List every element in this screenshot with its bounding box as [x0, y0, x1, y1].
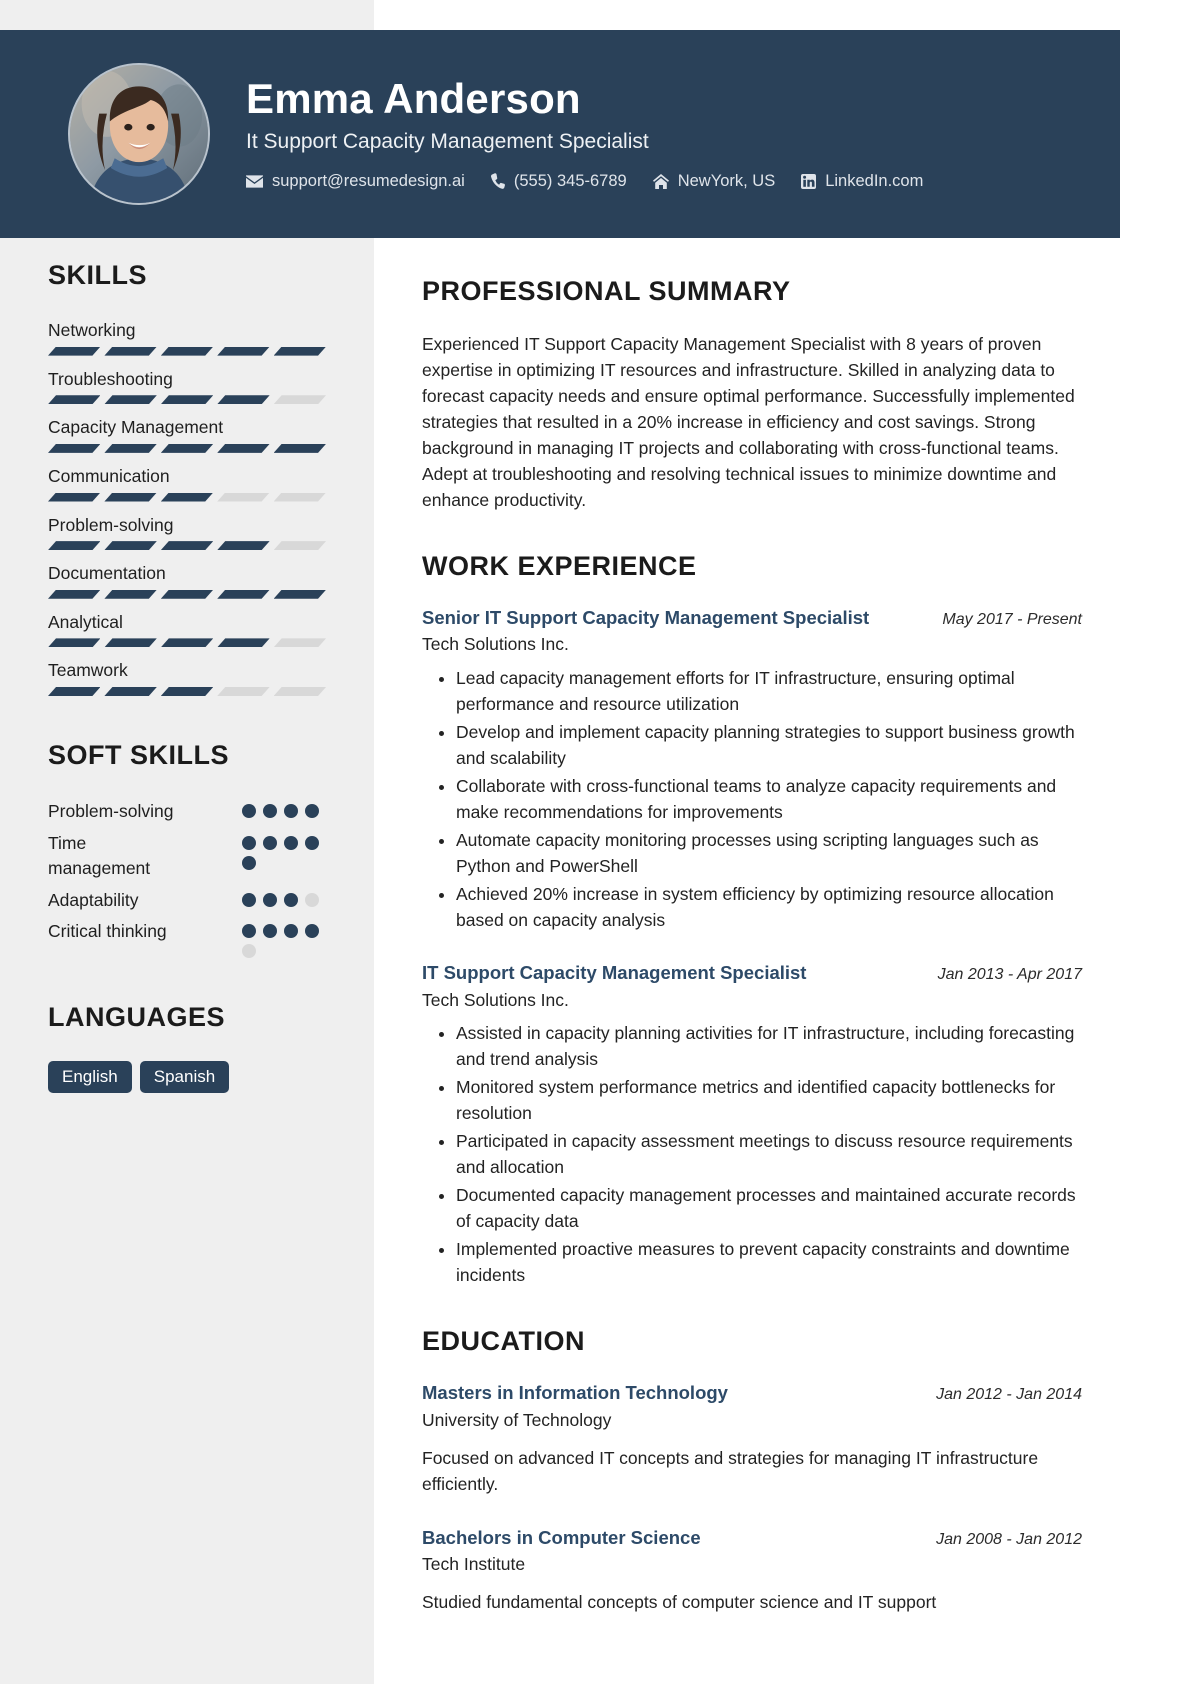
header-text-block	[246, 77, 923, 190]
skill-label: Troubleshooting	[48, 368, 173, 389]
skill-level-bar	[48, 444, 326, 453]
skill-row	[48, 319, 326, 356]
skill-level-bar	[48, 590, 326, 599]
candidate-name: Emma Anderson	[246, 75, 581, 123]
skill-bar-segment	[274, 638, 326, 647]
entry-organization: Tech Solutions Inc.	[422, 989, 569, 1010]
rating-dot	[242, 804, 256, 818]
skill-bar-segment	[48, 493, 100, 502]
skill-level-bar	[48, 687, 326, 696]
contact-email-text: support@resumedesign.ai	[272, 171, 465, 190]
skill-bar-segment	[161, 687, 213, 696]
soft-skill-rating	[242, 799, 326, 818]
skill-bar-segment	[217, 590, 269, 599]
skill-bar-segment	[104, 444, 156, 453]
education-list	[422, 1381, 1082, 1616]
contact-phone-text: (555) 345-6789	[513, 171, 627, 190]
contact-linkedin[interactable]	[801, 172, 923, 191]
experience-heading: WORK EXPERIENCE	[422, 551, 697, 582]
phone-icon	[491, 173, 505, 189]
rating-dot	[284, 893, 298, 907]
entry-organization: University of Technology	[422, 1409, 612, 1430]
rating-dot	[305, 893, 319, 907]
avatar	[68, 63, 210, 205]
soft-skill-rating	[242, 919, 326, 958]
entry-header	[422, 606, 1082, 630]
bullet-item: • Automate capacity monitoring processes using scripting languages such as Python and PowerShell	[456, 828, 1082, 879]
entry-header	[422, 1526, 1082, 1550]
skill-label: Capacity Management	[48, 417, 224, 438]
contact-location[interactable]	[653, 172, 776, 191]
summary-heading: PROFESSIONAL SUMMARY	[422, 276, 791, 306]
skill-bar-segment	[161, 541, 213, 550]
skills-list	[48, 319, 326, 696]
rating-dot	[242, 856, 256, 870]
entry-date: Jan 2013 - Apr 2017	[937, 966, 1082, 984]
rating-dot	[284, 836, 298, 850]
skill-level-bar	[48, 395, 326, 404]
resume-entry	[422, 961, 1082, 1288]
skill-bar-segment	[104, 347, 156, 356]
languages-list	[48, 1061, 326, 1093]
entry-title: Masters in Information Technology	[422, 1382, 728, 1404]
language-badge: English	[48, 1061, 132, 1093]
summary-section	[422, 278, 1082, 513]
soft-skill-label: Adaptability	[48, 889, 139, 910]
rating-dot	[305, 836, 319, 850]
rating-dot	[305, 924, 319, 938]
contact-list	[246, 172, 923, 191]
bullet-item: • Monitored system performance metrics and identified capacity bottlenecks for resolution	[456, 1075, 1082, 1126]
entry-title: Bachelors in Computer Science	[422, 1526, 701, 1548]
skill-bar-segment	[274, 395, 326, 404]
skill-label: Networking	[48, 320, 136, 340]
skill-bar-segment	[161, 347, 213, 356]
rating-dot	[284, 924, 298, 938]
bullet-item: • Participated in capacity assessment meetings to discuss resource requirements and allocation	[456, 1129, 1082, 1180]
experience-section	[422, 553, 1082, 1288]
languages-heading: LANGUAGES	[48, 1002, 226, 1033]
skill-bar-segment	[48, 395, 100, 404]
entry-description: Focused on advanced IT concepts and strategies for managing IT infrastructure efficiently.	[422, 1448, 1039, 1494]
skill-bar-segment	[217, 493, 269, 502]
skill-row	[48, 562, 326, 599]
skill-level-bar	[48, 347, 326, 356]
skill-row	[48, 659, 326, 696]
entry-date: Jan 2008 - Jan 2012	[936, 1530, 1082, 1548]
contact-email[interactable]	[246, 172, 465, 191]
education-section	[422, 1328, 1082, 1616]
resume-entry	[422, 1526, 1082, 1616]
email-icon	[246, 175, 263, 188]
skill-bar-segment	[161, 395, 213, 404]
skill-bar-segment	[274, 590, 326, 599]
bullet-item: • Lead capacity management efforts for IT infrastructure, ensuring optimal performance and resource utilization	[456, 666, 1082, 717]
candidate-job-title: It Support Capacity Management Specialist	[246, 130, 649, 154]
soft-skill-label: Problem-solving	[48, 801, 174, 821]
rating-dot	[263, 893, 277, 907]
skill-bar-segment	[48, 541, 100, 550]
skill-bar-segment	[104, 590, 156, 599]
skill-bar-segment	[48, 347, 100, 356]
skill-bar-segment	[217, 444, 269, 453]
skill-label: Teamwork	[48, 660, 128, 681]
skill-bar-segment	[48, 444, 100, 453]
entry-bullets	[422, 666, 1082, 933]
skill-row	[48, 368, 326, 405]
skill-bar-segment	[161, 638, 213, 647]
entry-title: IT Support Capacity Management Specialist	[422, 962, 807, 984]
entry-organization: Tech Institute	[422, 1553, 526, 1574]
skill-bar-segment	[104, 541, 156, 550]
entry-title: Senior IT Support Capacity Management Specialist	[422, 607, 870, 629]
skill-bar-segment	[217, 395, 269, 404]
skill-bar-segment	[217, 347, 269, 356]
bullet-item: • Collaborate with cross-functional teams to analyze capacity requirements and make recommendations for improvements	[456, 774, 1082, 825]
soft-skill-row	[48, 888, 326, 913]
resume-entry	[422, 606, 1082, 933]
skill-bar-segment	[161, 444, 213, 453]
rating-dot	[305, 804, 319, 818]
linkedin-icon	[801, 174, 816, 189]
experience-list	[422, 606, 1082, 1288]
rating-dot	[263, 836, 277, 850]
language-badge: Spanish	[140, 1061, 229, 1093]
rating-dot	[242, 924, 256, 938]
skill-row	[48, 465, 326, 502]
rating-dot	[242, 944, 256, 958]
skill-bar-segment	[274, 444, 326, 453]
skill-bar-segment	[48, 687, 100, 696]
rating-dot	[263, 924, 277, 938]
soft-skills-heading: SOFT SKILLS	[48, 740, 229, 770]
entry-organization: Tech Solutions Inc.	[422, 634, 569, 655]
entry-bullets	[422, 1021, 1082, 1288]
sidebar	[0, 262, 374, 1093]
bullet-item: • Assisted in capacity planning activities for IT infrastructure, including forecasting and trend analysis	[456, 1021, 1082, 1072]
education-heading: EDUCATION	[422, 1326, 585, 1357]
soft-skill-label: Time management	[48, 832, 151, 878]
skill-bar-segment	[161, 493, 213, 502]
skill-bar-segment	[48, 590, 100, 599]
skill-bar-segment	[104, 687, 156, 696]
skill-level-bar	[48, 493, 326, 502]
skill-label: Problem-solving	[48, 514, 174, 535]
summary-text: Experienced IT Support Capacity Management Specialist with 8 years of proven expertise in optimizing IT resources and infrastructure. Skilled in analyzing data to forecast capacity needs and ensure optimal performance. Successfully implemented strategies that resulted in a 20% increase in efficiency and cost savings. Strong background in managing IT projects and collaborating with cross-functional teams. Adept at troubleshooting and resolving technical issues to minimize downtime and enhance productivity.	[422, 334, 1075, 511]
soft-skill-rating	[242, 831, 326, 870]
skill-level-bar	[48, 541, 326, 550]
entry-header	[422, 961, 1082, 985]
skill-bar-segment	[217, 541, 269, 550]
skill-bar-segment	[104, 638, 156, 647]
bullet-item: • Achieved 20% increase in system efficiency by optimizing resource allocation based on capacity analysis	[456, 882, 1082, 933]
skill-bar-segment	[217, 687, 269, 696]
contact-phone[interactable]	[491, 172, 627, 191]
skill-row	[48, 611, 326, 648]
home-icon	[653, 174, 669, 189]
skill-bar-segment	[161, 590, 213, 599]
skill-bar-segment	[274, 493, 326, 502]
soft-skills-list	[48, 799, 326, 958]
skills-heading: SKILLS	[48, 260, 148, 290]
soft-skill-row	[48, 831, 326, 881]
main-column	[422, 278, 1082, 1644]
skill-level-bar	[48, 638, 326, 647]
bullet-item: • Implemented proactive measures to prevent capacity constraints and downtime incidents	[456, 1237, 1082, 1288]
skill-label: Analytical	[48, 611, 123, 632]
skill-bar-segment	[104, 395, 156, 404]
skill-bar-segment	[48, 638, 100, 647]
contact-location-text: NewYork, US	[677, 171, 776, 190]
soft-skill-label: Critical thinking	[48, 921, 167, 942]
resume-entry	[422, 1381, 1082, 1497]
entry-description: Studied fundamental concepts of computer science and IT support	[422, 1592, 937, 1613]
soft-skill-row	[48, 919, 326, 958]
skill-bar-segment	[217, 638, 269, 647]
skill-row	[48, 416, 326, 453]
skill-row	[48, 514, 326, 551]
rating-dot	[242, 836, 256, 850]
contact-linkedin-text: LinkedIn.com	[825, 171, 924, 190]
bullet-item: • Documented capacity management processes and maintained accurate records of capacity data	[456, 1183, 1082, 1234]
bullet-item: • Develop and implement capacity planning strategies to support business growth and scalability	[456, 720, 1082, 771]
resume-header	[0, 30, 1120, 238]
rating-dot	[263, 804, 277, 818]
skill-label: Communication	[48, 465, 170, 486]
entry-header	[422, 1381, 1082, 1405]
entry-date: Jan 2012 - Jan 2014	[936, 1386, 1082, 1404]
entry-date: May 2017 - Present	[942, 611, 1082, 629]
soft-skill-rating	[242, 888, 326, 907]
soft-skill-row	[48, 799, 326, 824]
skill-bar-segment	[104, 493, 156, 502]
skill-bar-segment	[274, 541, 326, 550]
skill-label: Documentation	[48, 563, 166, 584]
skill-bar-segment	[274, 687, 326, 696]
rating-dot	[242, 893, 256, 907]
skill-bar-segment	[274, 347, 326, 356]
rating-dot	[284, 804, 298, 818]
